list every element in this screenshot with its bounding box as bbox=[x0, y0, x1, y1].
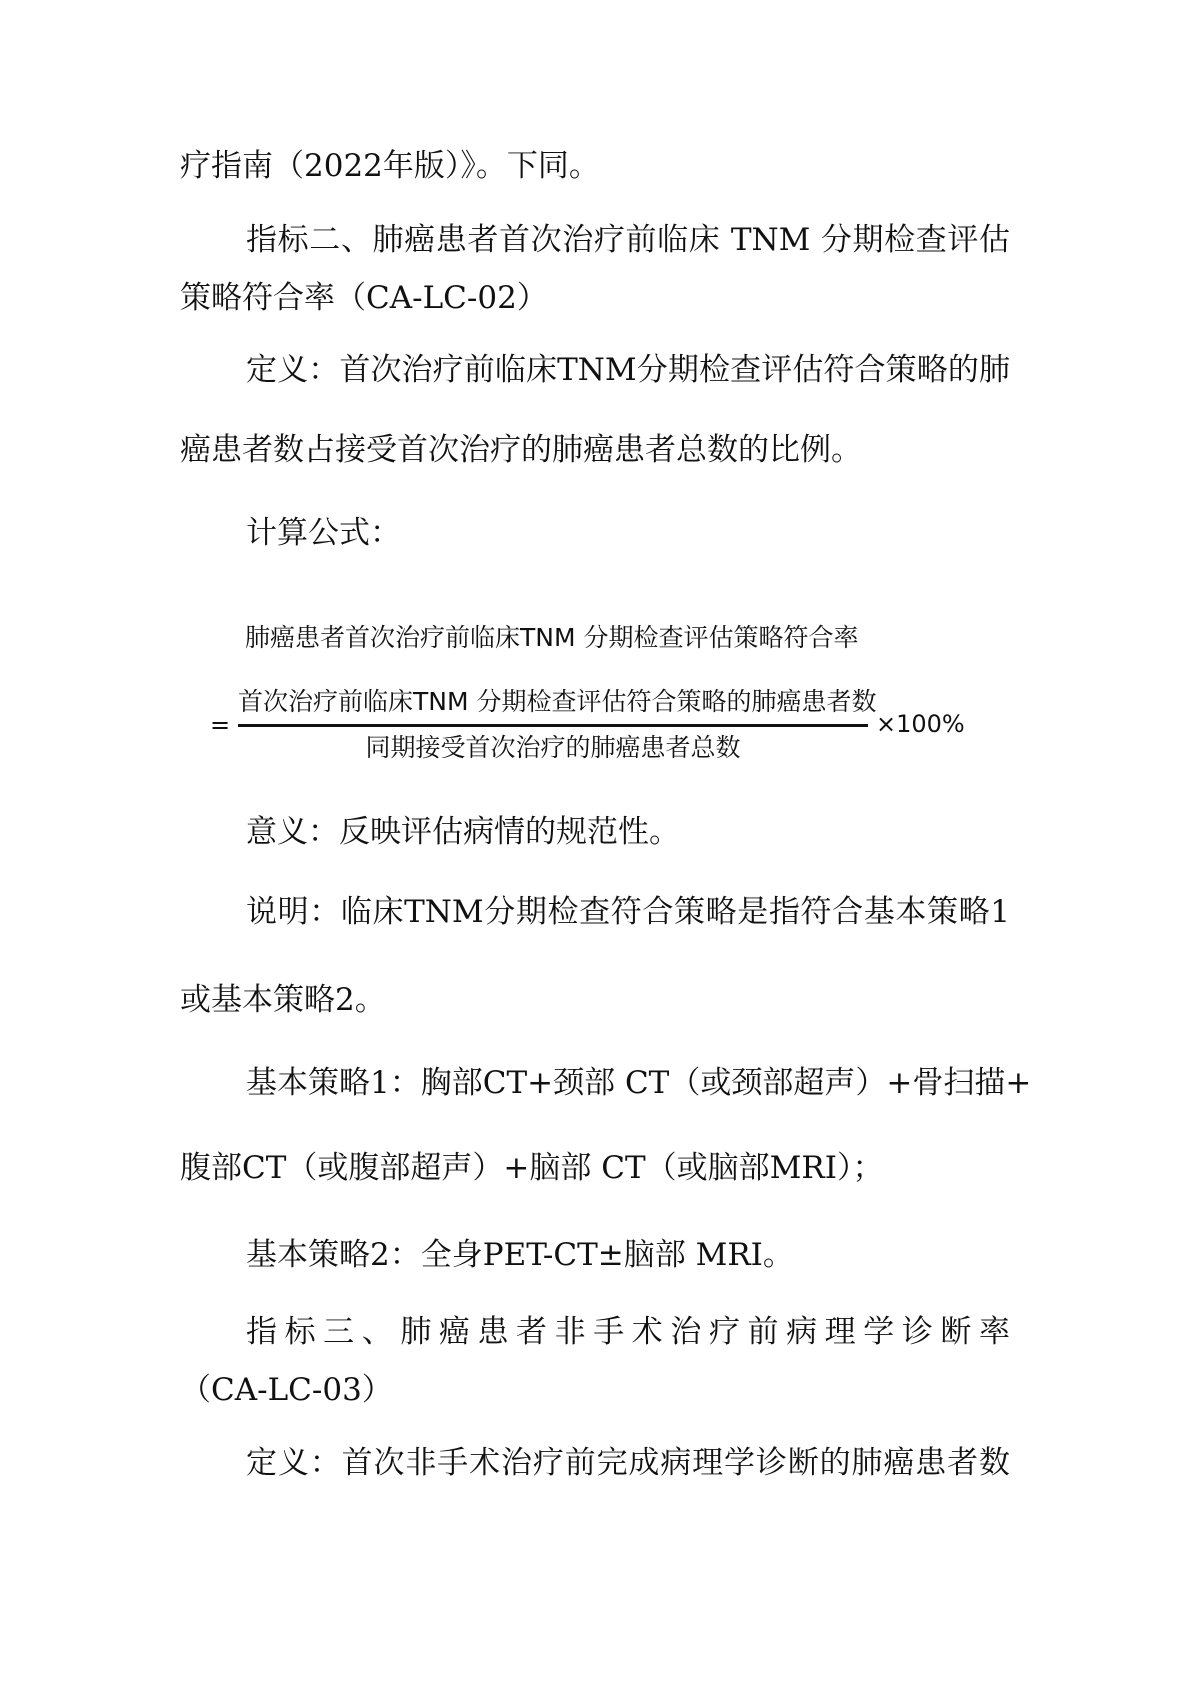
formula-denominator: 同期接受首次治疗的肺癌患者总数 bbox=[365, 733, 741, 762]
indicator-2-heading-line-1: 指标二、肺癌患者首次治疗前临床 TNM 分期检查评估 bbox=[246, 222, 1010, 258]
significance-line: 意义：反映评估病情的规范性。 bbox=[246, 814, 680, 850]
strategy-2-line: 基本策略2：全身PET-CT±脑部 MRI。 bbox=[246, 1237, 794, 1273]
indicator-3-heading-line-1: 指标三、肺癌患者非手术治疗前病理学诊断率 bbox=[246, 1314, 1010, 1350]
indicator-2-heading-line-2: 策略符合率（CA-LC-02） bbox=[180, 280, 548, 316]
strategy-1-line-1: 基本策略1：胸部CT+颈部 CT（或颈部超声）+骨扫描+ bbox=[246, 1065, 1032, 1101]
text-line-1: 疗指南（2022年版）》。下同。 bbox=[180, 148, 600, 184]
definition-line-2: 癌患者数占接受首次治疗的肺癌患者总数的比例。 bbox=[180, 432, 862, 468]
strategy-1-line-2: 腹部CT（或腹部超声）+脑部 CT（或脑部MRI）； bbox=[180, 1150, 884, 1186]
explanation-line-2: 或基本策略2。 bbox=[180, 982, 386, 1018]
explanation-line-1: 说明：临床TNM分期检查符合策略是指符合基本策略1 bbox=[246, 894, 1010, 930]
indicator-3-heading-line-2: （CA-LC-03） bbox=[180, 1372, 393, 1408]
definition-line-1: 定义：首次治疗前临床TNM分期检查评估符合策略的肺 bbox=[246, 352, 1010, 388]
calculation-formula bbox=[210, 618, 1010, 768]
formula-title: 肺癌患者首次治疗前临床TNM 分期检查评估策略符合率 bbox=[245, 623, 859, 652]
fraction-bar bbox=[238, 724, 868, 727]
formula-equals: = bbox=[210, 711, 231, 739]
formula-numerator: 首次治疗前临床TNM 分期检查评估符合策略的肺癌患者数 bbox=[238, 687, 877, 716]
formula-multiplier: ×100% bbox=[876, 710, 965, 738]
formula-label: 计算公式： bbox=[246, 515, 401, 551]
indicator-3-definition-line: 定义：首次非手术治疗前完成病理学诊断的肺癌患者数 bbox=[246, 1445, 1010, 1481]
